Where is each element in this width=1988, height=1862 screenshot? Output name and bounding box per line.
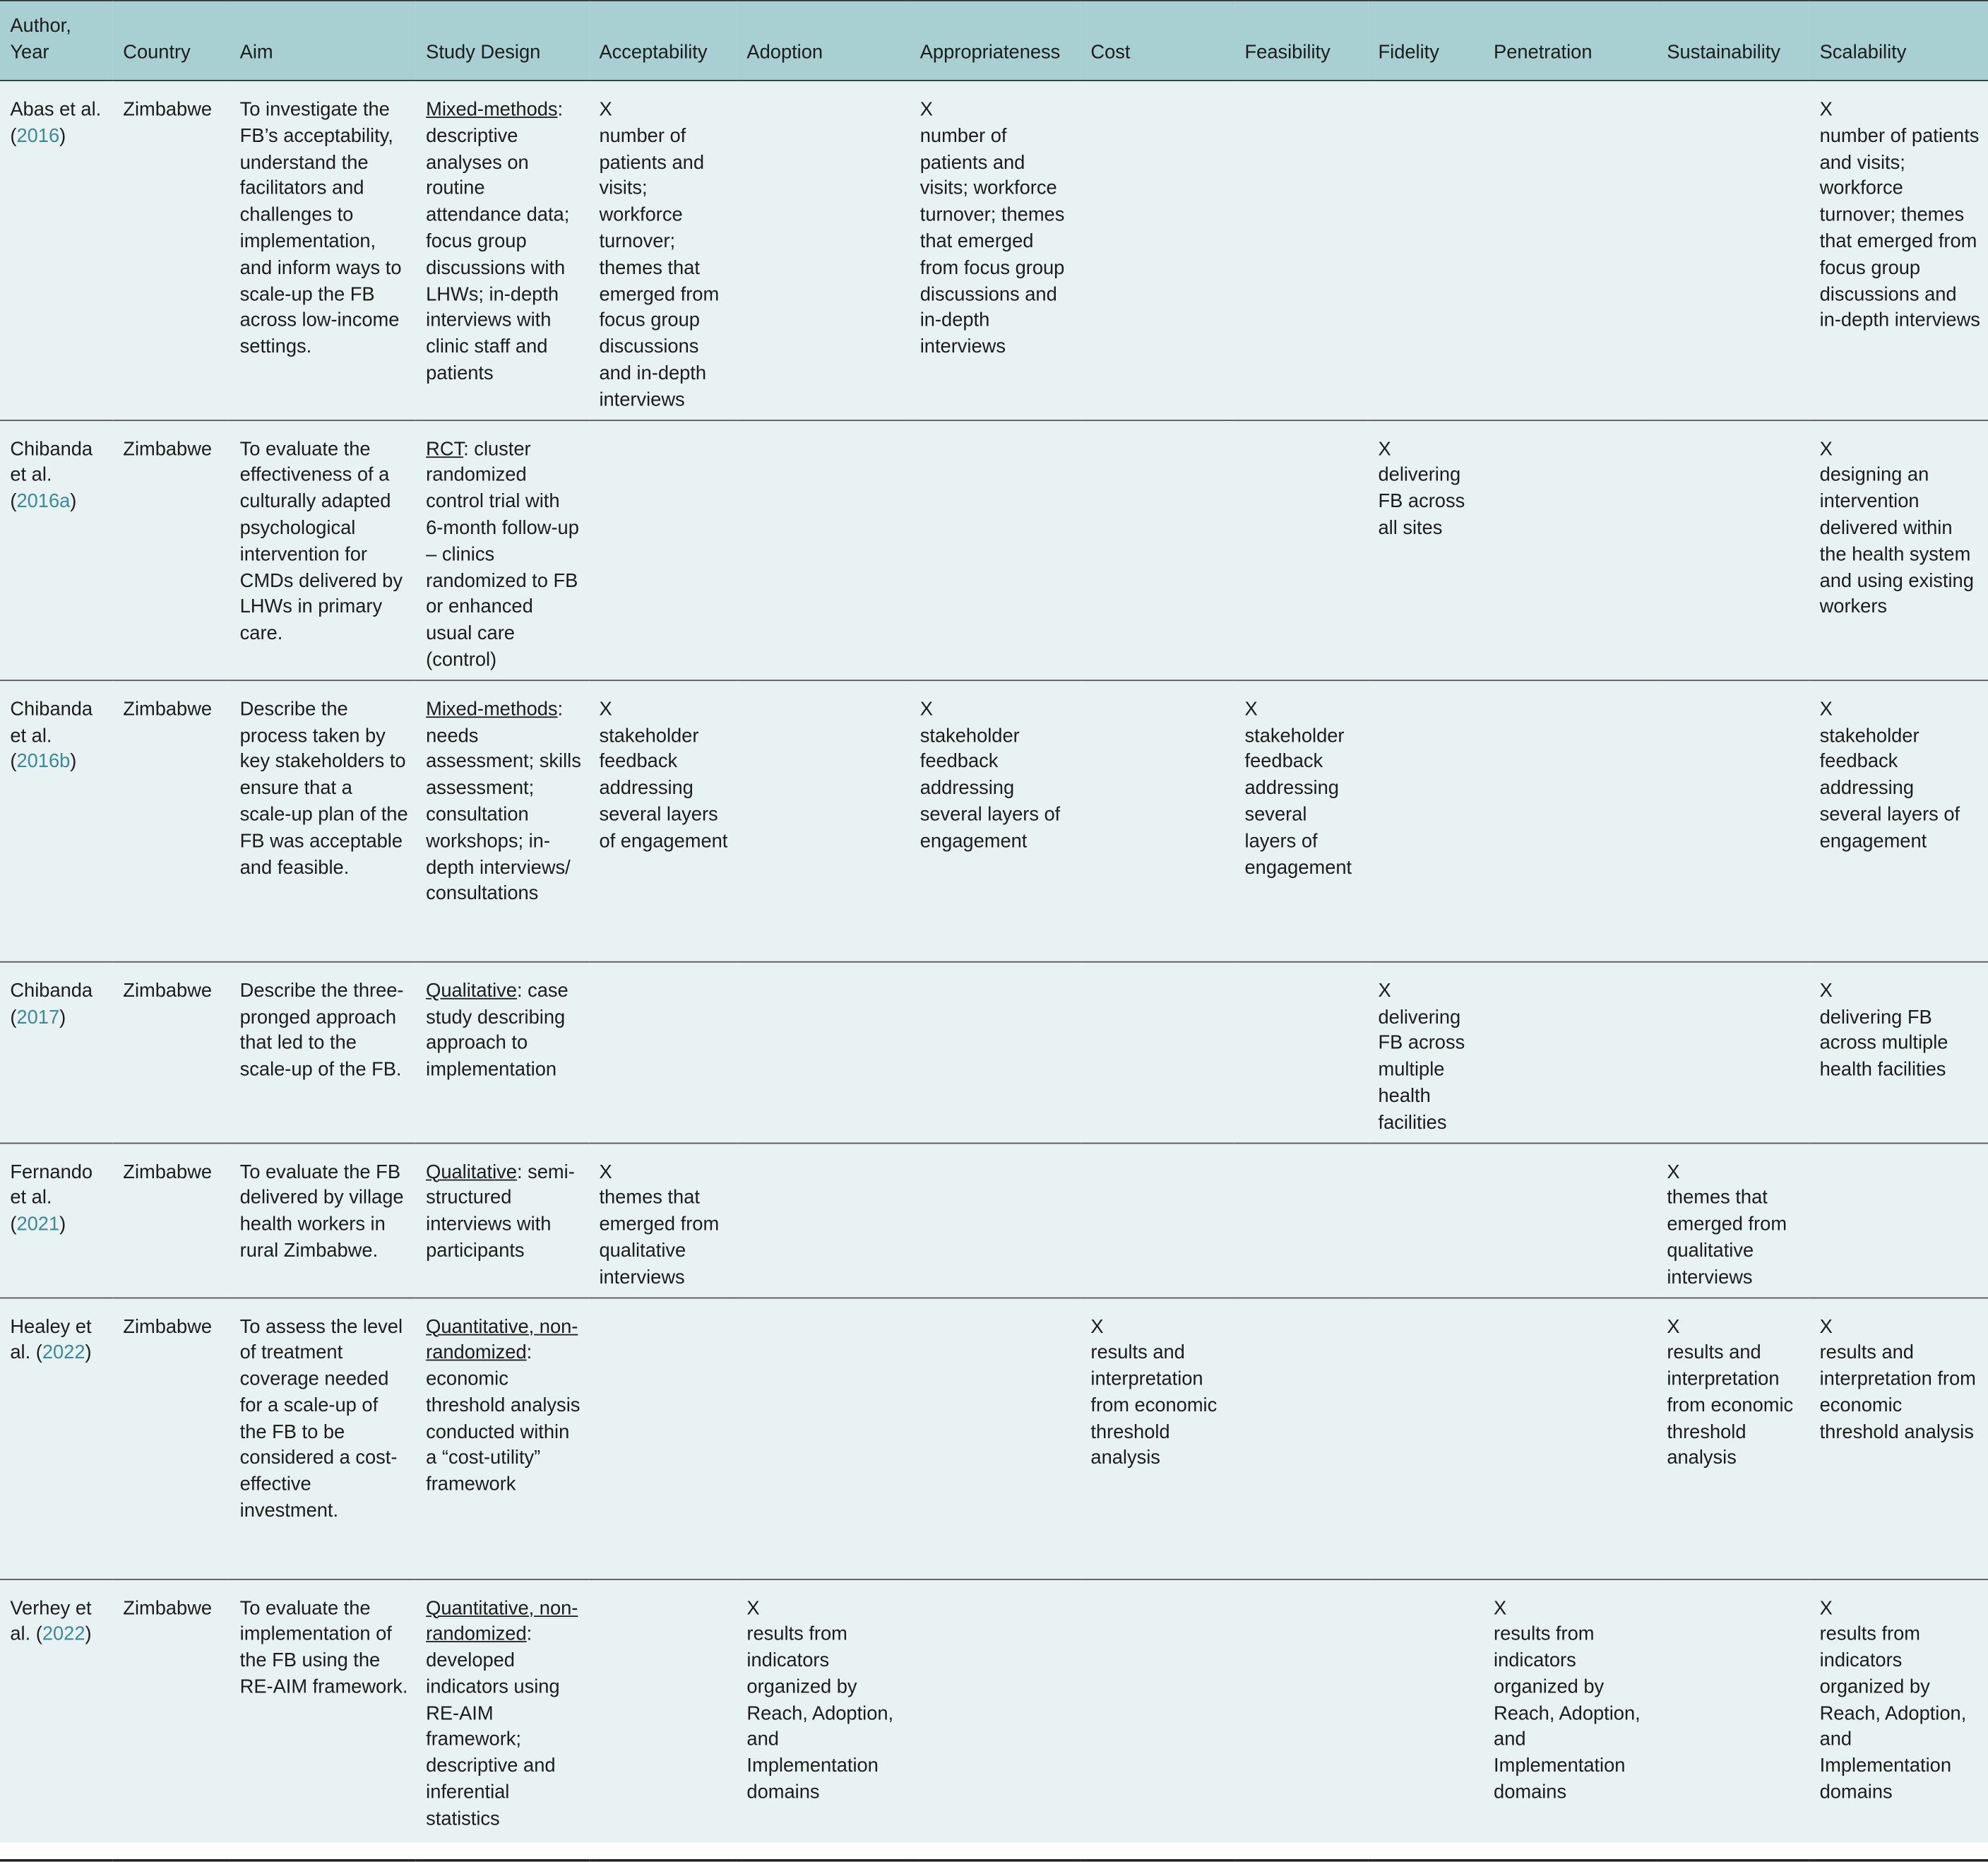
header-penetration: Penetration	[1494, 42, 1593, 64]
study-design-cell	[416, 420, 589, 680]
check-mark: X	[1378, 438, 1391, 460]
table-body	[0, 81, 1988, 1861]
penetration-evidence: results from indicators organized by Reach, Adoption, and Implementation domains	[1494, 1623, 1641, 1804]
aim-cell: Describe the three-pronged approach that led to the scale-up of the FB.	[239, 980, 404, 1081]
penetration-cell	[1484, 961, 1657, 1142]
check-mark: X	[1819, 1597, 1833, 1619]
cost-evidence: results and interpretation from economic threshold analysis	[1090, 1341, 1218, 1469]
penetration-cell	[1484, 81, 1657, 420]
adoption-cell	[737, 961, 910, 1142]
scalability-cell	[1809, 1143, 1988, 1298]
table-row	[0, 1298, 1988, 1579]
cost-cell	[1081, 1143, 1234, 1298]
header-fidelity: Fidelity	[1378, 42, 1439, 64]
feasibility-cell	[1234, 1143, 1368, 1298]
cost-cell	[1081, 1579, 1234, 1861]
table-row	[0, 1143, 1988, 1298]
design-type: Mixed-methods	[426, 99, 558, 121]
design-type: Quantitative, non-randomized	[426, 1315, 578, 1364]
sustainability-cell	[1657, 1298, 1809, 1579]
scalability-evidence: results from indicators organized by Reach, Adoption, and Implementation domains	[1819, 1623, 1967, 1804]
penetration-cell	[1484, 1143, 1657, 1298]
acceptability-cell	[589, 1579, 737, 1861]
table-header	[0, 1, 1988, 81]
scalability-evidence: number of patients and visits; workforce turnover; themes that emerged from focus group discussions and in-depth interviews	[1819, 125, 1980, 332]
check-mark: X	[599, 698, 612, 721]
acceptability-cell	[589, 81, 737, 420]
author-year-cell: Abas et al. (2016)	[10, 99, 102, 147]
year-link[interactable]: 2021	[16, 1214, 60, 1235]
appropriateness-evidence: stakeholder feedback addressing several layers of engagement	[919, 725, 1061, 852]
year-link[interactable]: 2017	[16, 1006, 60, 1028]
fidelity-evidence: delivering FB across multiple health facilities	[1378, 1006, 1465, 1134]
aim-cell: To evaluate the effectiveness of a culturally adapted psychological intervention for CMDs delivered by LHWs in primary care.	[239, 438, 403, 645]
fidelity-cell	[1368, 81, 1484, 420]
aim-cell: Describe the process taken by key stakeholders to ensure that a scale-up plan of the FB was acceptable and feasible.	[239, 698, 408, 879]
author-year-cell: Chibanda (2017)	[10, 980, 93, 1028]
study-design-cell	[416, 81, 589, 420]
year-link[interactable]: 2016	[16, 125, 60, 147]
author-name: Abas et al.	[10, 99, 102, 121]
check-mark: X	[599, 99, 612, 121]
design-type: RCT	[426, 438, 464, 460]
cost-cell	[1081, 1298, 1234, 1579]
fidelity-cell	[1368, 680, 1484, 962]
check-mark: X	[1819, 438, 1833, 460]
design-description: : economic threshold analysis conducted within a “cost-utility” framework	[426, 1341, 581, 1496]
scalability-cell	[1809, 1298, 1988, 1579]
aim-cell: To assess the level of treatment coverage needed for a scale-up of the FB to be considered a cost-effective investment.	[239, 1315, 403, 1522]
check-mark: X	[919, 698, 933, 721]
acceptability-cell	[589, 1298, 737, 1579]
feasibility-cell	[1234, 1579, 1368, 1861]
year-link[interactable]: 2016a	[16, 491, 71, 513]
fidelity-cell	[1368, 1579, 1484, 1861]
check-mark: X	[1667, 1161, 1680, 1183]
sustainability-cell	[1657, 1579, 1809, 1861]
check-mark: X	[1494, 1597, 1507, 1619]
design-description: : case study describing approach to implementation	[426, 980, 569, 1081]
header-study-design: Study Design	[426, 42, 541, 64]
author-year-cell: Chibanda et al. (2016a)	[10, 438, 93, 513]
header-sustainability: Sustainability	[1667, 42, 1781, 64]
cost-cell	[1081, 680, 1234, 962]
fidelity-cell	[1368, 420, 1484, 680]
appropriateness-cell	[910, 961, 1081, 1142]
design-description: : developed indicators using RE-AIM framework; descriptive and inferential statistics	[426, 1623, 560, 1830]
adoption-cell	[737, 420, 910, 680]
fidelity-cell	[1368, 1143, 1484, 1298]
country-cell: Zimbabwe	[123, 698, 213, 721]
acceptability-cell	[589, 680, 737, 962]
check-mark: X	[1819, 1315, 1833, 1338]
appropriateness-cell	[910, 680, 1081, 962]
table-row	[0, 680, 1988, 962]
check-mark: X	[746, 1597, 760, 1619]
year-link[interactable]: 2016b	[16, 751, 71, 773]
scalability-evidence: results and interpretation from economic threshold analysis	[1819, 1341, 1976, 1443]
fidelity-cell	[1368, 1298, 1484, 1579]
fidelity-evidence: delivering FB across all sites	[1378, 464, 1465, 539]
check-mark: X	[599, 1161, 612, 1183]
study-design-cell	[416, 1143, 589, 1298]
aim-cell: To evaluate the FB delivered by village health workers in rural Zimbabwe.	[239, 1161, 404, 1262]
sustainability-cell	[1657, 961, 1809, 1142]
appropriateness-cell	[910, 1579, 1081, 1861]
study-design-cell	[416, 961, 589, 1142]
adoption-cell	[737, 81, 910, 420]
check-mark: X	[1819, 698, 1833, 721]
header-row	[0, 1, 1988, 81]
author-name: Verhey et al.	[10, 1597, 92, 1646]
appropriateness-cell	[910, 1298, 1081, 1579]
adoption-cell	[737, 1298, 910, 1579]
study-design-cell	[416, 680, 589, 962]
sustainability-evidence: themes that emerged from qualitative interviews	[1667, 1187, 1787, 1288]
header-acceptability: Acceptability	[599, 42, 708, 64]
feasibility-cell	[1234, 680, 1368, 962]
scalability-cell	[1809, 961, 1988, 1142]
penetration-cell	[1484, 420, 1657, 680]
country-cell: Zimbabwe	[123, 980, 213, 1002]
country-cell: Zimbabwe	[123, 99, 213, 121]
scalability-evidence: delivering FB across multiple health facilities	[1819, 1006, 1948, 1081]
penetration-cell	[1484, 680, 1657, 962]
feasibility-cell	[1234, 1298, 1368, 1579]
appropriateness-evidence: number of patients and visits; workforce turnover; themes that emerged from focus group discussions and in-depth interviews	[919, 125, 1065, 358]
country-cell: Zimbabwe	[123, 1161, 213, 1183]
check-mark: X	[1819, 99, 1833, 121]
sustainability-cell	[1657, 420, 1809, 680]
sustainability-cell	[1657, 680, 1809, 962]
study-design-cell	[416, 1298, 589, 1579]
cost-cell	[1081, 81, 1234, 420]
cost-cell	[1081, 420, 1234, 680]
acceptability-evidence: number of patients and visits; workforce turnover; themes that emerged from focus group discussions and in-depth interviews	[599, 125, 720, 411]
table-row	[0, 420, 1988, 680]
author-year-cell: Healey et al. (2022)	[10, 1315, 92, 1364]
scalability-cell	[1809, 680, 1988, 962]
scalability-cell	[1809, 420, 1988, 680]
design-type: Mixed-methods	[426, 698, 558, 721]
aim-cell: To evaluate the implementation of the FB using the RE-AIM framework.	[239, 1597, 408, 1698]
year-link[interactable]: 2022	[42, 1623, 85, 1646]
year-link[interactable]: 2022	[42, 1341, 85, 1364]
design-type: Quantitative, non-randomized	[426, 1597, 578, 1646]
scalability-evidence: stakeholder feedback addressing several layers of engagement	[1819, 725, 1960, 852]
acceptability-evidence: themes that emerged from qualitative interviews	[599, 1187, 720, 1288]
header-feasibility: Feasibility	[1244, 42, 1331, 64]
scalability-cell	[1809, 81, 1988, 420]
author-year-cell: Chibanda et al. (2016b)	[10, 698, 93, 773]
cost-cell	[1081, 961, 1234, 1142]
table-row	[0, 81, 1988, 420]
adoption-cell	[737, 1143, 910, 1298]
feasibility-cell	[1234, 961, 1368, 1142]
sustainability-cell	[1657, 81, 1809, 420]
adoption-cell	[737, 680, 910, 962]
design-description: : descriptive analyses on routine attendance data; focus group discussions with LHWs; in-depth interviews with clinic staff and patients	[426, 99, 570, 384]
author-name: Fernando et al.	[10, 1161, 93, 1209]
appropriateness-cell	[910, 1143, 1081, 1298]
header-appropriateness: Appropriateness	[919, 42, 1061, 64]
feasibility-evidence: stakeholder feedback addressing several layers of engagement	[1244, 725, 1352, 879]
acceptability-cell	[589, 1143, 737, 1298]
sustainability-cell	[1657, 1143, 1809, 1298]
acceptability-cell	[589, 420, 737, 680]
country-cell: Zimbabwe	[123, 1315, 213, 1338]
header-adoption: Adoption	[746, 42, 823, 64]
check-mark: X	[1378, 980, 1391, 1002]
header-scalability: Scalability	[1819, 42, 1907, 64]
design-description: : cluster randomized control trial with 6-month follow-up – clinics randomized to FB or enhanced usual care (control)	[426, 438, 579, 671]
check-mark: X	[1667, 1315, 1680, 1338]
table-row	[0, 961, 1988, 1142]
aim-cell: To investigate the FB’s acceptability, understand the facilitators and challenges to implementation, and inform ways to scale-up the FB across low-income settings.	[239, 99, 402, 358]
study-design-cell	[416, 1579, 589, 1861]
feasibility-cell	[1234, 81, 1368, 420]
design-type: Qualitative	[426, 980, 517, 1002]
scalability-cell	[1809, 1579, 1988, 1861]
scalability-evidence: designing an intervention delivered within the health system and using existing workers	[1819, 464, 1974, 618]
penetration-cell	[1484, 1298, 1657, 1579]
penetration-cell	[1484, 1579, 1657, 1861]
author-name: Chibanda et al.	[10, 438, 93, 487]
check-mark: X	[1090, 1315, 1104, 1338]
design-description: : semi-structured interviews with participants	[426, 1161, 575, 1262]
check-mark: X	[1819, 980, 1833, 1002]
country-cell: Zimbabwe	[123, 1597, 213, 1619]
table-row	[0, 1579, 1988, 1861]
adoption-cell	[737, 1579, 910, 1861]
appropriateness-cell	[910, 420, 1081, 680]
author-year-cell: Verhey et al. (2022)	[10, 1597, 92, 1646]
acceptability-cell	[589, 961, 737, 1142]
header-author-year: Author, Year	[10, 16, 71, 64]
header-aim: Aim	[239, 42, 273, 64]
author-name: Chibanda	[10, 980, 93, 1002]
adoption-evidence: results from indicators organized by Reach, Adoption, and Implementation domains	[746, 1623, 894, 1804]
design-description: : needs assessment; skills assessment; consultation workshops; in-depth interviews/ consultations	[426, 698, 581, 905]
sustainability-evidence: results and interpretation from economic threshold analysis	[1667, 1341, 1794, 1469]
check-mark: X	[919, 99, 933, 121]
check-mark: X	[1244, 698, 1258, 721]
header-country: Country	[123, 42, 191, 64]
author-name: Chibanda et al.	[10, 698, 93, 747]
author-year-cell: Fernando et al. (2021)	[10, 1161, 93, 1235]
appropriateness-cell	[910, 81, 1081, 420]
acceptability-evidence: stakeholder feedback addressing several layers of engagement	[599, 725, 728, 852]
fidelity-cell	[1368, 961, 1484, 1142]
country-cell: Zimbabwe	[123, 438, 213, 460]
author-name: Healey et al.	[10, 1315, 92, 1364]
header-cost: Cost	[1090, 42, 1131, 64]
feasibility-cell	[1234, 420, 1368, 680]
design-type: Qualitative	[426, 1161, 517, 1183]
